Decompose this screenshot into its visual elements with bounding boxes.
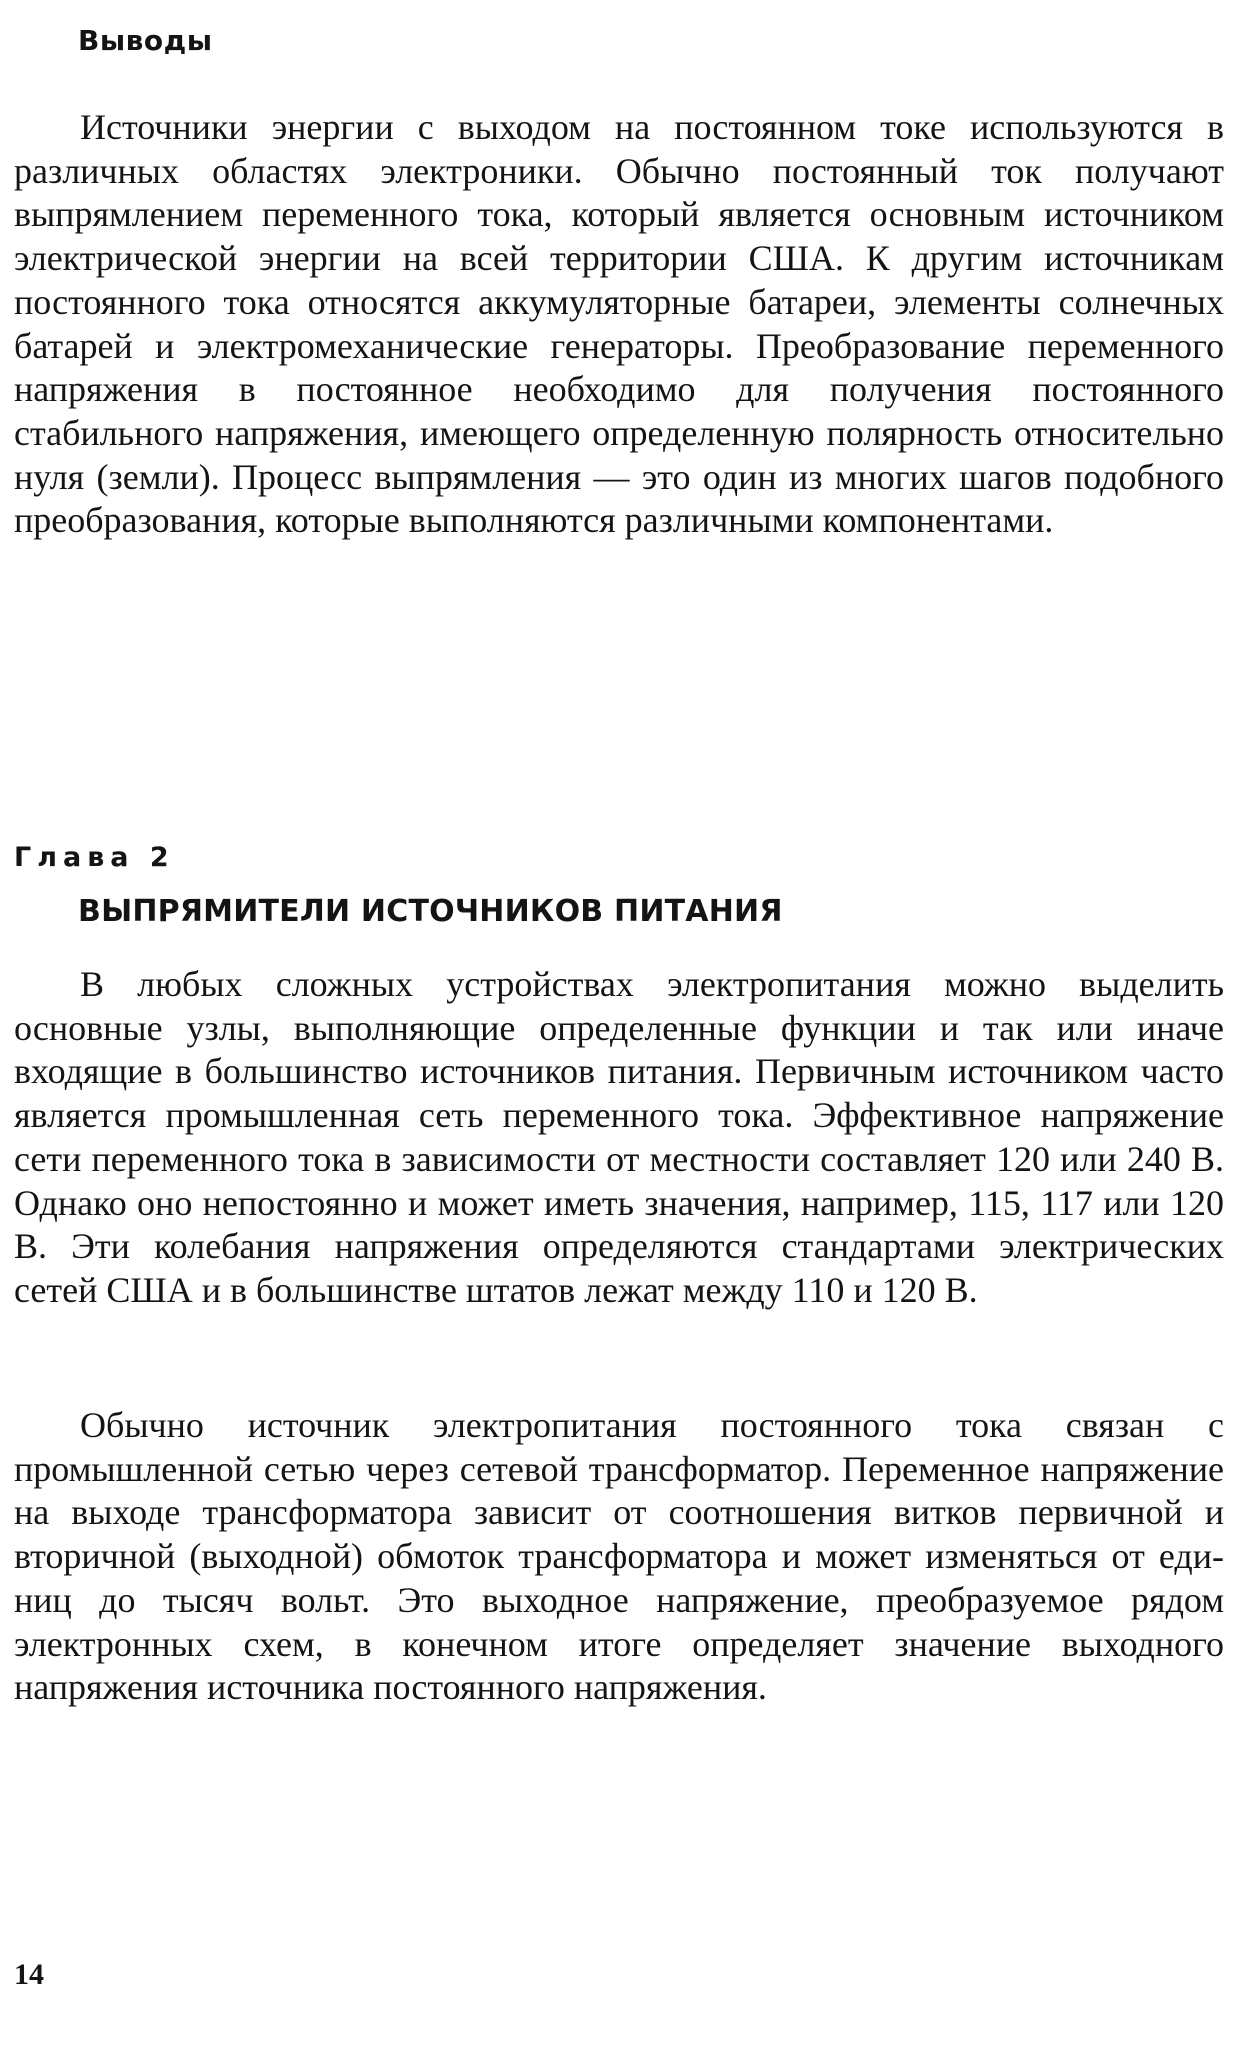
body-paragraph: В любых сложных устройствах электропитания можно выделить основные узлы, выполняющие определенные функции и так или иначе входящие в большинство источников питания. Первичным источником часто является промышленная сеть переменного тока. Эффективное напряжение сети переменного тока в зависимости от местности составляет 120 или 240 В. Однако оно непостоянно и может иметь значения, например, 115, 117 или 120 В. Эти колебания напряжения определяются стандартами электрических сетей США и в большинстве штатов лежат между 110 и 120 В. (14, 964, 1224, 1310)
body-paragraph: Обычно источник электропитания постоянного тока связан с промышленной сетью через сетевой трансформатор. Переменное напряжение на выходе трансформатора зависит от соотношения витков первичной и вторичной (выходной) обмоток трансформатора и может изменяться от единиц до тысяч вольт. Это выходное напряжение, преобразуемое рядом электронных схем, в конечном итоге определяет значение выходного напряжения источника постоянного напряжения. (14, 1405, 1224, 1708)
chapter-title: ВЫПРЯМИТЕЛИ ИСТОЧНИКОВ ПИТАНИЯ (78, 894, 783, 929)
chapter-label: Глава 2 (14, 842, 175, 873)
summary-heading: Выводы (78, 24, 213, 57)
summary-paragraph: Источники энергии с выходом на постоянном токе используются в различных областях электроники. Обычно постоянный ток получают выпрямлением переменного тока, который является основным источником электрической энергии на всей территории США. К другим источникам постоянного тока относятся аккумуляторные батареи, элементы солнечных батарей и электромеханические генераторы. Преобразование переменного напряжения в постоянное необходимо для получения постоянного стабильного напряжения, имеющего определенную полярность относительно нуля (земли). Процесс выпрямления — это один из многих шагов подобного преобразования, которые выполняются различными компонентами. (14, 107, 1224, 541)
page-number: 14 (14, 1958, 44, 1991)
